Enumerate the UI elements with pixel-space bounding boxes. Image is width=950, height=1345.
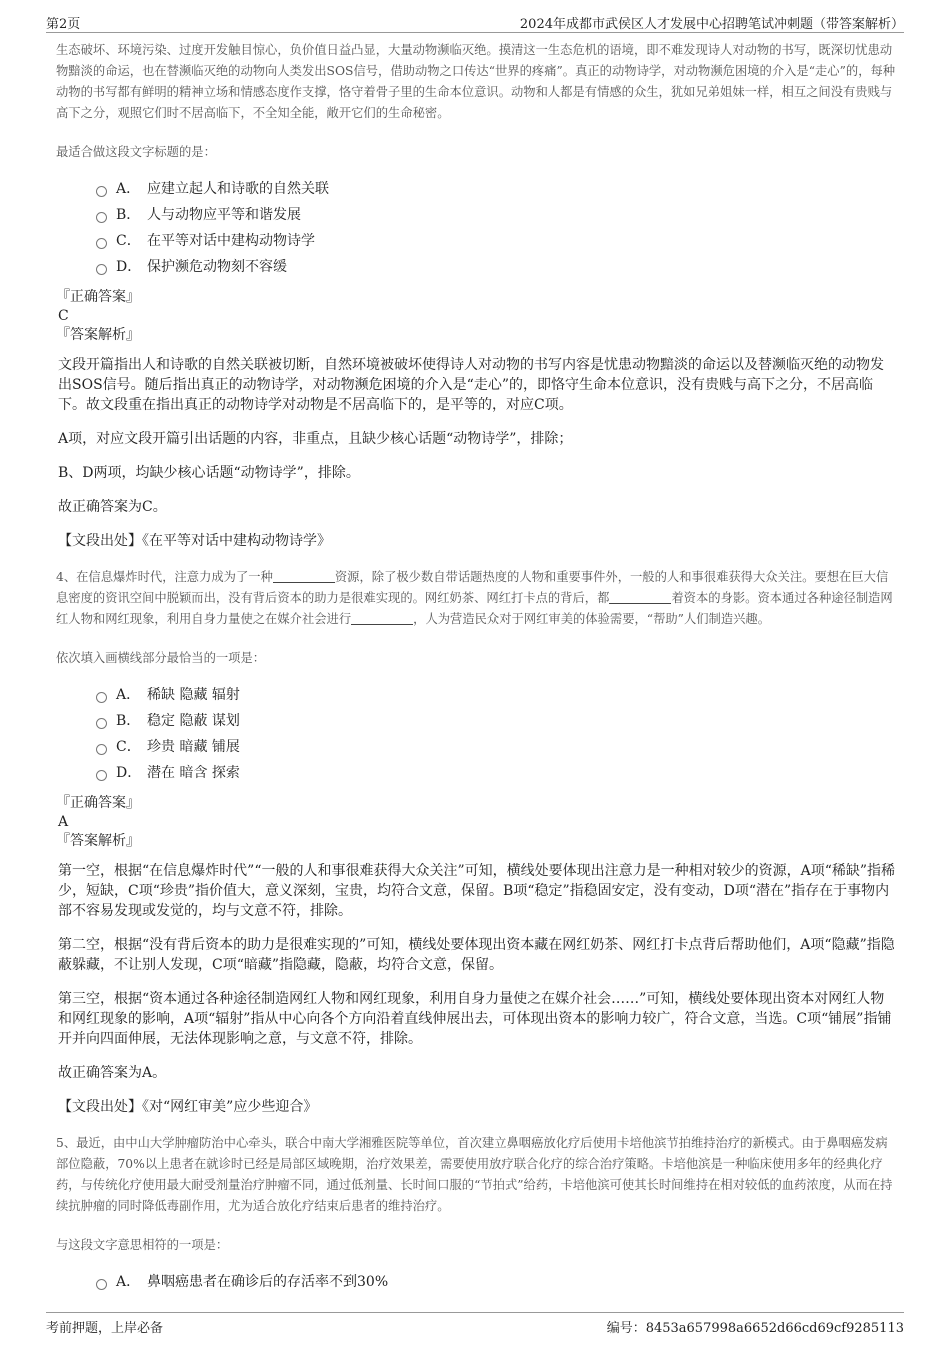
q3-analysis-3: B、D两项，均缺少核心话题“动物诗学”，排除。 [58,465,360,481]
radio-icon[interactable] [96,770,107,781]
q4-option-c[interactable]: C． 珍贵 暗藏 铺展 [96,734,896,760]
analysis-label: 『答案解析』 [56,833,140,849]
correct-answer-label: 『正确答案』 [56,289,140,305]
q4-source: 【文段出处】《对“网红审美”应少些迎合》 [58,1099,318,1115]
q4-analysis-conclusion: 故正确答案为A。 [58,1065,167,1081]
radio-icon[interactable] [96,186,107,197]
q5-option-a[interactable]: A． 鼻咽癌患者在确诊后的存活率不到30% [96,1269,896,1295]
q3-analysis-1: 文段开篇指出人和诗歌的自然关联被切断，自然环境被破坏使得诗人对动物的书写内容是忧患动物黯淡的命运以及替濒临灭绝的动物发出SOS信号。随后指出真正的动物诗学，对动物濒危困境的介入是“走心”的，即恪守生命本位意识，没有贵贱与高下之分，不居高临下。故文段重在指出真正的动物诗学对动物是不居高临下的，是平等的，对应C项。 [58,357,884,413]
document-id: 编号：8453a657998a6652d66cd69cf9285113 [606,1321,904,1336]
radio-icon[interactable] [96,212,107,223]
page-footer [46,1312,904,1337]
q5-passage: 5、最近，由中山大学肿瘤防治中心牵头，联合中南大学湘雅医院等单位，首次建立鼻咽癌放化疗后使用卡培他滨节拍维持治疗的新模式。由于鼻咽癌发病部位隐蔽，70%以上患者在就诊时已经是局部区域晚期，治疗效果差，需要使用放疗联合化疗的综合治疗策略。卡培他滨是一种临床使用多年的经典化疗药，与传统化疗使用最大耐受剂量治疗肿瘤不同，通过低剂量、长时间口服的“节拍式”给药，卡培他滨可使其长时间维持在相对较低的血药浓度，从而在持续抗肿瘤的同时降低毒副作用，尤为适合放化疗结束后患者的维持治疗。 [56,1136,893,1213]
radio-icon[interactable] [96,718,107,729]
q4-analysis-1: 第一空，根据“在信息爆炸时代”“一般的人和事很难获得大众关注”可知，横线处要体现出注意力是一种相对较少的资源，A项“稀缺”指稀少，短缺，C项“珍贵”指价值大，意义深刻，宝贵，均符合文意，保留。B项“稳定”指稳固安定，没有变动，D项“潜在”指存在于事物内部不容易发现或发觉的，均与文意不符，排除。 [58,863,896,919]
q4-answer: A [58,814,69,830]
blank-2 [609,591,671,604]
correct-answer-label: 『正确答案』 [56,795,140,811]
analysis-label: 『答案解析』 [56,327,140,343]
blank-1 [273,570,335,583]
q3-passage: 生态破坏、环境污染、过度开发触目惊心，负价值日益凸显，大量动物濒临灭绝。摸清这一生态危机的语境，即不难发现诗人对动物的书写，既深切忧患动物黯淡的命运，也在替濒临灭绝的动物向人类发出SOS信号，借助动物之口传达“世界的疼痛”。真正的动物诗学，对动物濒危困境的介入是“走心”的，每种动物的书写都有鲜明的精神立场和情感态度作支撑，恪守着骨子里的生命本位意识。动物和人都是有情感的众生，犹如兄弟姐妹一样，相互之间没有贵贱与高下之分，观照它们时不居高临下，不全知全能，敞开它们的生命秘密。 [56,43,896,120]
blank-3 [351,612,413,625]
q4-passage: 4、在信息爆炸时代，注意力成为了一种 资源，除了极少数自带话题热度的人物和重要事件外，一般的人和事很难获得大众关注。要想在巨大信息密度的资讯空间中脱颖而出，没有背后资本的助力是很难实现的。网红奶茶、网红打卡点的背后，都 着资本的身影。资本通过各种途径制造网红人物和网红现象，利用自身力量使之在媒介社会进行 ，人为营造民众对于网红审美的体验需要，“帮助”人们制造兴趣。 [56,570,893,626]
q3-analysis-conclusion: 故正确答案为C。 [58,499,167,515]
q5-prompt: 与这段文字意思相符的一项是： [56,1238,229,1252]
q4-analysis-2: 第二空，根据“没有背后资本的助力是很难实现的”可知，横线处要体现出资本藏在网红奶茶、网红打卡点背后帮助他们，A项“隐藏”指隐蔽躲藏，不让别人发现，C项“暗藏”指隐藏，隐蔽，均符合文意，保留。 [58,937,895,973]
q3-prompt: 最适合做这段文字标题的是： [56,145,216,159]
footer-slogan: 考前押题，上岸必备 [46,1321,164,1336]
q3-option-c[interactable]: C． 在平等对话中建构动物诗学 [96,228,896,254]
radio-icon[interactable] [96,744,107,755]
q4-option-a[interactable]: A． 稀缺 隐藏 辐射 [96,682,896,708]
q5-options [96,1269,896,1295]
q4-option-b[interactable]: B． 稳定 隐蔽 谋划 [96,708,896,734]
radio-icon[interactable] [96,238,107,249]
radio-icon[interactable] [96,692,107,703]
radio-icon[interactable] [96,264,107,275]
page-header [46,10,904,33]
page-number: 第2页 [46,17,81,32]
q3-options [96,176,896,280]
q4-prompt: 依次填入画横线部分最恰当的一项是： [56,651,266,665]
q3-option-d[interactable]: D． 保护濒危动物刻不容缓 [96,254,896,280]
document-body [56,40,896,1295]
q3-answer: C [58,308,69,324]
q3-option-b[interactable]: B． 人与动物应平等和谐发展 [96,202,896,228]
q3-option-a[interactable]: A． 应建立起人和诗歌的自然关联 [96,176,896,202]
radio-icon[interactable] [96,1279,107,1290]
q3-source: 【文段出处】《在平等对话中建构动物诗学》 [58,533,331,549]
document-title: 2024年成都市武侯区人才发展中心招聘笔试冲刺题（带答案解析） [519,17,904,32]
q4-option-d[interactable]: D． 潜在 暗含 探索 [96,760,896,786]
q4-analysis-3: 第三空，根据“资本通过各种途径制造网红人物和网红现象，利用自身力量使之在媒介社会……”可知，横线处要体现出资本对网红人物和网红现象的影响，A项“辐射”指从中心向各个方向沿着直线伸展出去，可体现出资本的影响力较广，符合文意，当选。C项“铺展”指铺开并向四面伸展，无法体现影响之意，与文意不符，排除。 [58,991,892,1047]
q4-options [96,682,896,786]
q3-analysis-2: A项，对应文段开篇引出话题的内容，非重点，且缺少核心话题“动物诗学”，排除； [58,431,573,447]
